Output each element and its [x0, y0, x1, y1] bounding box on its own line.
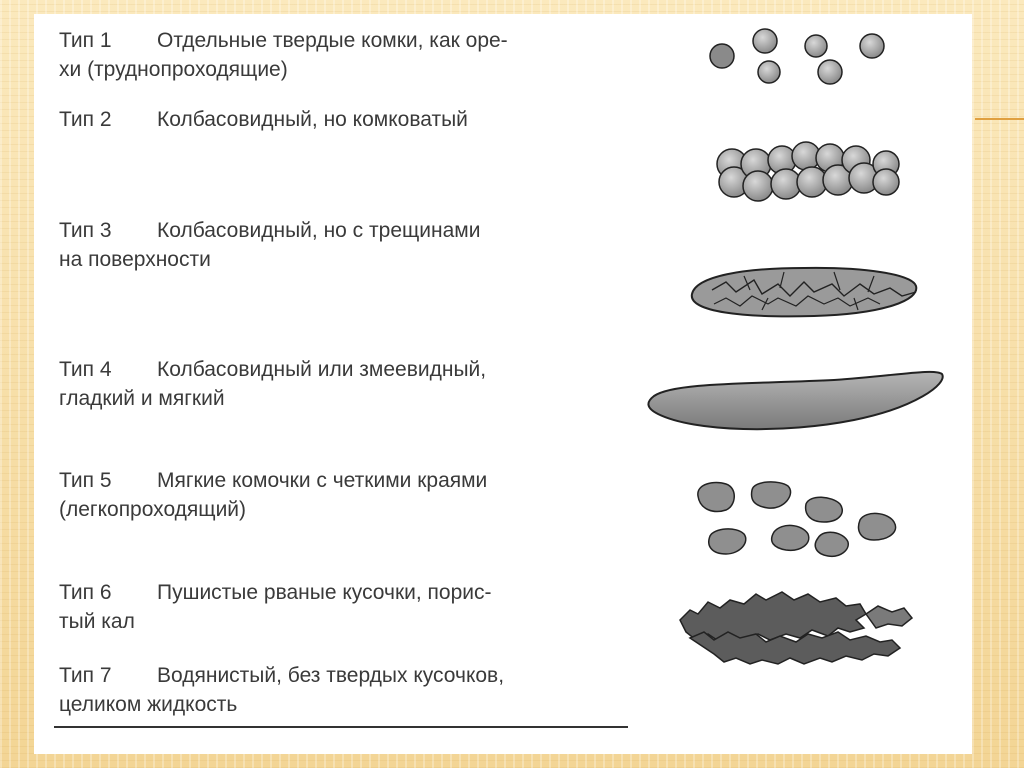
type-5-row — [59, 466, 659, 524]
type-1-label: Тип 1 — [59, 29, 112, 52]
type-6-label: Тип 6 — [59, 581, 112, 604]
type-5-label: Тип 5 — [59, 469, 112, 492]
type-6-row — [59, 578, 659, 636]
content-card — [34, 14, 972, 754]
type-5-description-line2: (легкопроходящий) — [59, 498, 247, 521]
type-4-description-line2: гладкий и мягкий — [59, 387, 225, 410]
type-1-illustration — [710, 29, 884, 84]
stool-illustrations — [634, 14, 972, 754]
type-5-description-line1: Мягкие комочки с четкими краями — [157, 469, 488, 492]
type-1-description-line1: Отдельные твердые комки, как оре- — [157, 29, 508, 52]
type-7-row — [59, 661, 659, 719]
type-2-label: Тип 2 — [59, 108, 112, 131]
type-6-illustration — [680, 592, 912, 664]
type-4-description-line1: Колбасовидный или змеевидный, — [157, 358, 487, 381]
slide-accent-line — [975, 118, 1024, 120]
type-1-description-line2: хи (труднопроходящие) — [59, 58, 288, 81]
type-2-row — [59, 105, 659, 134]
type-6-description-line2: тый кал — [59, 610, 135, 633]
type-7-label: Тип 7 — [59, 664, 112, 687]
type-3-description-line2: на поверхности — [59, 248, 211, 271]
type-3-illustration — [692, 268, 917, 316]
type-6-description-line1: Пушистые рваные кусочки, порис- — [157, 581, 492, 604]
type-4-label: Тип 4 — [59, 358, 112, 381]
type-3-row — [59, 216, 659, 274]
type-4-illustration — [648, 372, 942, 429]
type-3-description-line1: Колбасовидный, но с трещинами — [157, 219, 481, 242]
type-4-row — [59, 355, 659, 413]
type-7-description-line2: целиком жидкость — [59, 693, 238, 716]
type-1-row — [59, 26, 659, 84]
type-5-illustration — [698, 482, 896, 556]
type-2-illustration — [717, 142, 899, 201]
type-3-label: Тип 3 — [59, 219, 112, 242]
bottom-rule — [54, 726, 628, 728]
type-2-description-line1: Колбасовидный, но комковатый — [157, 108, 468, 131]
type-7-description-line1: Водянистый, без твердых кусочков, — [157, 664, 505, 687]
